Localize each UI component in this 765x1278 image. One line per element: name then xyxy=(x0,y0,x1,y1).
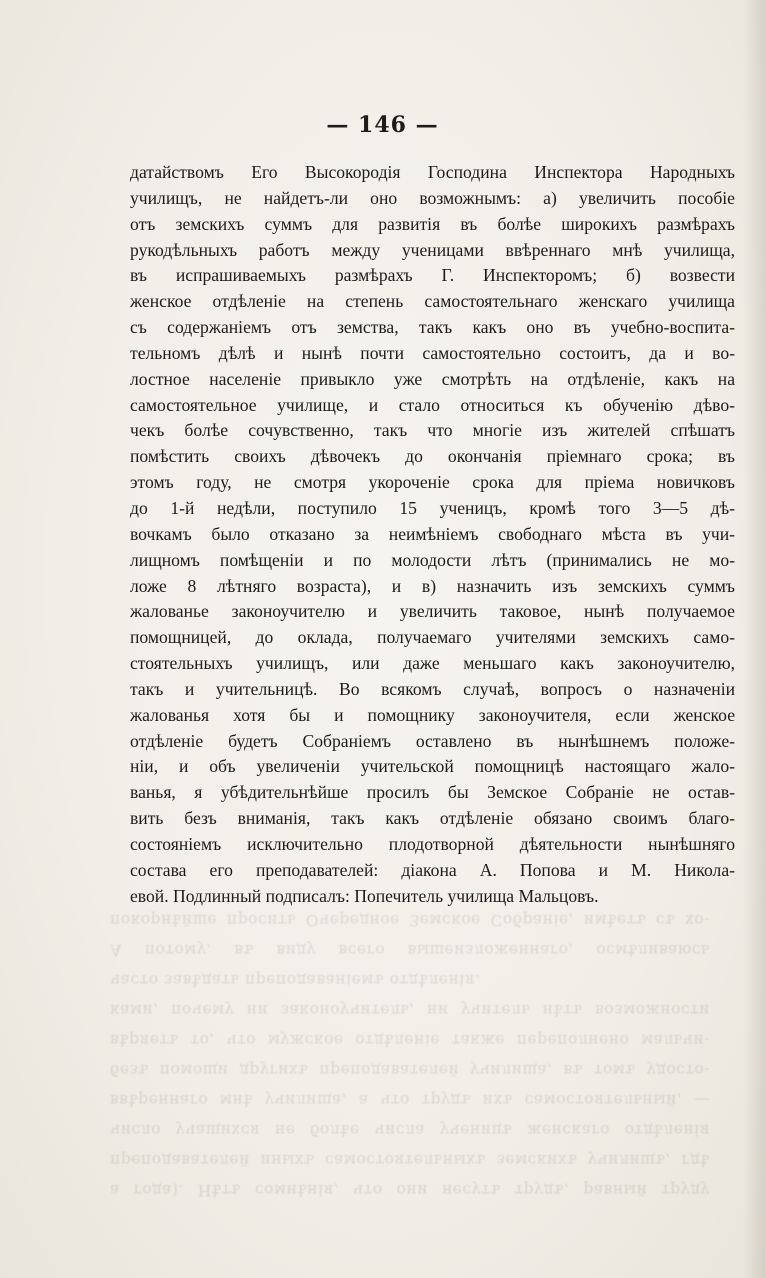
body-paragraph xyxy=(130,160,735,909)
text-line: такъ и учительницѣ. Во всякомъ случаѣ, вопросъ о назначеніи xyxy=(130,678,735,699)
text-line: съ содержаніемъ отъ земства, такъ какъ оно въ учебно-воспита- xyxy=(130,317,735,338)
text-line: помощницей, до оклада, получаемаго учителями земскихъ само- xyxy=(130,627,735,648)
text-line: жалованье законоучителю и увеличить таковое, нынѣ получаемое xyxy=(130,601,735,622)
text-line: до 1-й недѣли, поступило 15 ученицъ, кромѣ того 3—5 дѣ- xyxy=(130,497,735,518)
text-line: чекъ болѣе сочувственно, такъ что многіе изъ жителей спѣшатъ xyxy=(130,420,735,441)
text-line: вочкамъ было отказано за неимѣніемъ свободнаго мѣста въ учи- xyxy=(130,523,735,544)
bleed-line: А потому, въ виду всего вышеизложеннаго, осмѣливаюсь xyxy=(110,941,710,959)
text-line: отдѣленіе будетъ Собраніемъ оставлено въ нынѣшнемъ положе- xyxy=(130,730,735,751)
text-line: самостоятельное училище, и стало относиться къ обученію дѣво- xyxy=(130,394,735,415)
bleed-line: вѣряетъ то, что мужское отдѣленіе также переполнено мальчи- xyxy=(110,1031,710,1049)
bleed-line: ввѣреннаго мнѣ училища, а что трудъ ихъ самостоятельный, — xyxy=(110,1091,710,1109)
page-edge-shadow xyxy=(743,0,765,1278)
text-line: евой. Подлинный подписалъ: Попечитель училища Мальцовъ. xyxy=(130,885,599,906)
bleed-through-text xyxy=(110,905,710,1205)
bleed-line: безъ помощи другихъ преподавателей училища, въ томъ удосто- xyxy=(110,1061,710,1079)
text-line: жалованья хотя бы и помощнику законоучителя, если женское xyxy=(130,704,735,725)
text-line: состояніемъ исключительно плодотворной дѣятельности нынѣшняго xyxy=(130,833,735,854)
text-line: лищномъ помѣщеніи и по молодости лѣтъ (принимались не мо- xyxy=(130,549,735,570)
text-line: стоятельныхъ училищъ, или даже меньшаго какъ законоучителю, xyxy=(130,653,735,674)
text-line: отъ земскихъ суммъ для развитія въ болѣе широкихъ размѣрахъ xyxy=(130,213,735,234)
text-line: въ испрашиваемыхъ размѣрахъ Г. Инспекторомъ; б) возвести xyxy=(130,265,735,286)
bleed-line: преподавателей иныхъ самостоятельныхъ земскихъ училищъ, гдѣ xyxy=(110,1151,710,1169)
bleed-line: ками, почему ни законоучитель, ни учитель нѣтъ возможности xyxy=(110,1001,710,1019)
bleed-line: покорнѣйше просить Очередное Земское Собраніе, имѣетъ съ хо- xyxy=(110,911,710,929)
bleed-line: а года). Нѣтъ сомнѣнія, что они несутъ трудъ, равный труду xyxy=(110,1181,710,1199)
text-line: датайствомъ Его Высокородія Господина Инспектора Народныхъ xyxy=(130,162,735,182)
text-line: училищъ, не найдетъ-ли оно возможнымъ: а) увеличить пособіе xyxy=(130,187,735,208)
page-number: — 146 — xyxy=(326,112,439,138)
text-line: женское отдѣленіе на степень самостоятельнаго женскаго училища xyxy=(130,291,735,312)
text-line: этомъ году, не смотря укороченіе срока для пріема новичковъ xyxy=(130,472,735,493)
text-line: тельномъ дѣлѣ и нынѣ почти самостоятельно состоитъ, да и во- xyxy=(130,342,735,363)
bleed-line: часто завѣдать преподаваніемъ отдѣленія. xyxy=(110,971,481,989)
text-line: состава его преподавателей: діакона А. Попова и М. Никола- xyxy=(130,859,735,880)
text-line: помѣстить своихъ дѣвочекъ до окончанія пріемнаго срока; въ xyxy=(130,446,735,467)
text-line: вить безъ вниманія, такъ какъ отдѣленіе обязано своимъ благо- xyxy=(130,808,735,829)
text-line: ванья, я убѣдительнѣйше просилъ бы Земское Собраніе не остав- xyxy=(130,782,735,803)
text-line: лостное населеніе привыкло уже смотрѣть на отдѣленіе, какъ на xyxy=(130,368,735,389)
text-line: рукодѣльныхъ работъ между ученицами ввѣреннаго мнѣ училища, xyxy=(130,239,735,260)
bleed-line: число учащихся не болѣе числа ученицъ женскаго отдѣленія xyxy=(110,1121,710,1139)
text-line: ніи, и объ увеличеніи учительской помощницѣ настоящаго жало- xyxy=(130,756,735,777)
text-line: ложе 8 лѣтняго возраста), и в) назначить изъ земскихъ суммъ xyxy=(130,575,735,596)
